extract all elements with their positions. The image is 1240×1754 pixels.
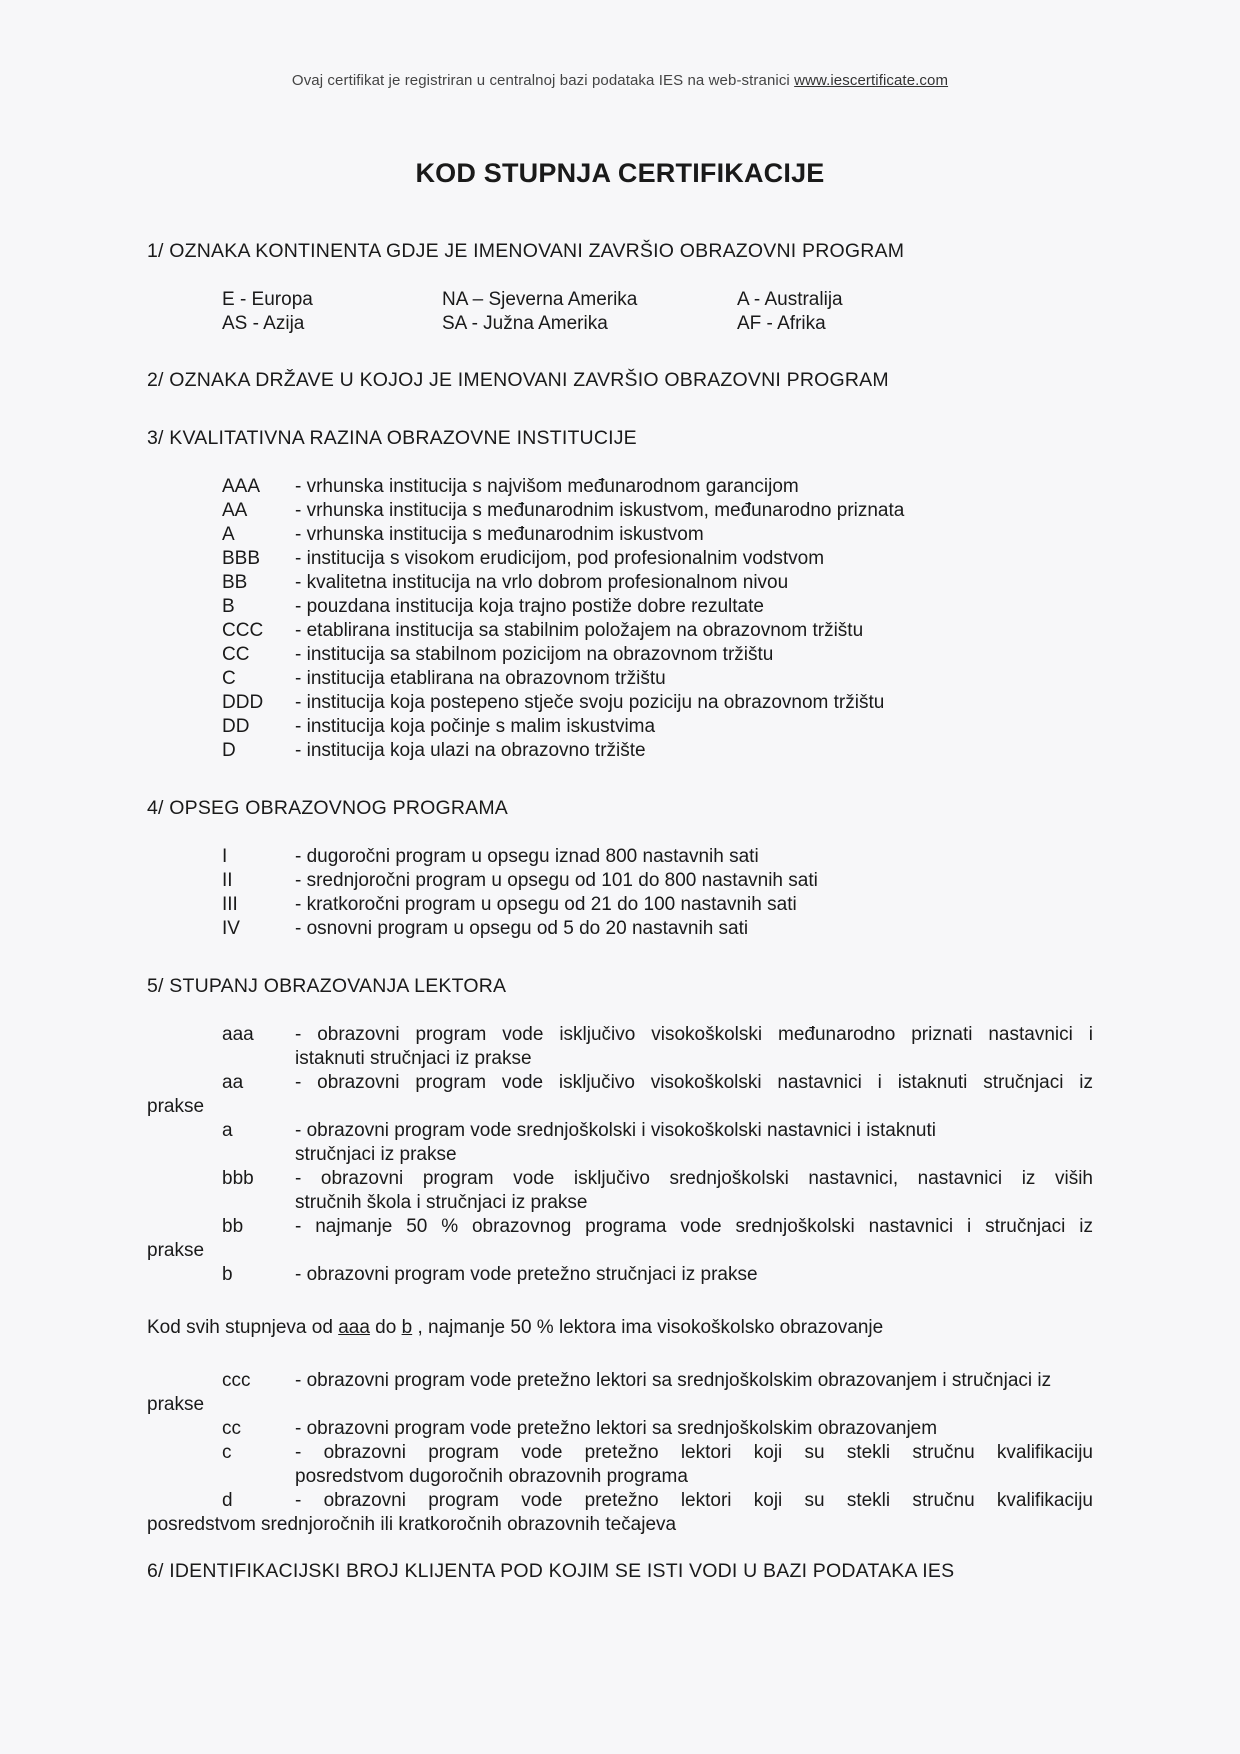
lector-code-bb: bb: [222, 1216, 244, 1237]
lector-code-bbb: bbb: [222, 1168, 254, 1189]
level-code: D: [222, 740, 236, 761]
lector-note: [147, 1316, 883, 1340]
lector-desc-aa-line1: - obrazovni program vode isključivo visokoškolski nastavnici i istaknuti stručnjaci iz: [295, 1072, 1093, 1093]
lector-code-aaa: aaa: [222, 1024, 254, 1045]
section-6-heading: 6/ IDENTIFIKACIJSKI BROJ KLIJENTA POD KOJIM SE ISTI VODI U BAZI PODATAKA IES: [147, 1560, 955, 1582]
continent-australia: A - Australija: [737, 289, 843, 310]
scope-code: III: [222, 894, 238, 915]
lector-desc-b: - obrazovni program vode pretežno stručnjaci iz prakse: [295, 1264, 758, 1285]
continent-europe: E - Europa: [222, 289, 313, 310]
lector-desc-d-line1: - obrazovni program vode pretežno lektori koji su stekli stručnu kvalifikaciju: [295, 1490, 1093, 1511]
level-code: BBB: [222, 548, 261, 569]
lector-code-ccc: ccc: [222, 1370, 251, 1391]
level-code: DD: [222, 716, 250, 737]
level-code: C: [222, 668, 236, 689]
level-code: CC: [222, 644, 250, 665]
level-code: B: [222, 596, 235, 617]
level-desc: - etablirana institucija sa stabilnim položajem na obrazovnom tržištu: [295, 620, 864, 641]
note-text-3: , najmanje 50 % lektora ima visokoškolsko obrazovanje: [412, 1317, 884, 1338]
lector-desc-d-line2: posredstvom srednjoročnih ili kratkoročnih obrazovnih tečajeva: [147, 1514, 677, 1535]
level-desc: - institucija koja počinje s malim iskustvima: [295, 716, 656, 737]
lector-code-d: d: [222, 1490, 233, 1511]
lector-desc-bbb-line2: stručnih škola i stručnjaci iz prakse: [295, 1192, 588, 1213]
level-code: DDD: [222, 692, 264, 713]
scope-desc: - osnovni program u opsegu od 5 do 20 nastavnih sati: [295, 918, 749, 939]
level-desc: - vrhunska institucija s najvišom međunarodnom garancijom: [295, 476, 799, 497]
lector-code-cc: cc: [222, 1418, 241, 1439]
level-desc: - institucija s visokom erudicijom, pod profesionalnim vodstvom: [295, 548, 825, 569]
lector-desc-a-line1: - obrazovni program vode srednjoškolski i visokoškolski nastavnici i istaknuti: [295, 1120, 936, 1141]
lector-code-b: b: [222, 1264, 233, 1285]
scope-code: II: [222, 870, 233, 891]
website-link[interactable]: www.iescertificate.com: [794, 72, 949, 89]
note-code-b: b: [401, 1317, 413, 1338]
lector-desc-bb-line2: prakse: [147, 1240, 205, 1261]
lector-desc-c-line1: - obrazovni program vode pretežno lektori koji su stekli stručnu kvalifikaciju: [295, 1442, 1093, 1463]
note-code-aaa: aaa: [338, 1317, 370, 1338]
scope-desc: - dugoročni program u opsegu iznad 800 nastavnih sati: [295, 846, 759, 867]
level-desc: - institucija etablirana na obrazovnom tržištu: [295, 668, 666, 689]
note-text-2: do: [369, 1317, 402, 1338]
lector-code-c: c: [222, 1442, 232, 1463]
scope-code: IV: [222, 918, 240, 939]
section-1-heading: 1/ OZNAKA KONTINENTA GDJE JE IMENOVANI ZAVRŠIO OBRAZOVNI PROGRAM: [147, 240, 905, 262]
lector-desc-aaa-line1: - obrazovni program vode isključivo visokoškolski međunarodno priznati nastavnici i: [295, 1024, 1093, 1045]
lector-desc-bb-line1: - najmanje 50 % obrazovnog programa vode srednjoškolski nastavnici i stručnjaci iz: [295, 1216, 1093, 1237]
lector-code-aa: aa: [222, 1072, 244, 1093]
level-code: CCC: [222, 620, 264, 641]
lector-desc-aaa-line2: istaknuti stručnjaci iz prakse: [295, 1048, 532, 1069]
section-4-heading: 4/ OPSEG OBRAZOVNOG PROGRAMA: [147, 797, 508, 819]
level-code: AAA: [222, 476, 261, 497]
lector-desc-aa-line2: prakse: [147, 1096, 205, 1117]
level-desc: - institucija sa stabilnom pozicijom na obrazovnom tržištu: [295, 644, 774, 665]
lector-desc-c-line2: posredstvom dugoročnih obrazovnih programa: [295, 1466, 688, 1487]
level-code: A: [222, 524, 235, 545]
continent-north-america: NA – Sjeverna Amerika: [442, 289, 638, 310]
scope-desc: - kratkoročni program u opsegu od 21 do 100 nastavnih sati: [295, 894, 797, 915]
registration-note: [0, 72, 1240, 89]
level-desc: - institucija koja ulazi na obrazovno tržište: [295, 740, 646, 761]
lector-desc-ccc-line2: prakse: [147, 1394, 205, 1415]
scope-desc: - srednjoročni program u opsegu od 101 do 800 nastavnih sati: [295, 870, 818, 891]
level-desc: - vrhunska institucija s međunarodnim iskustvom, međunarodno priznata: [295, 500, 905, 521]
scope-code: I: [222, 846, 228, 867]
level-desc: - institucija koja postepeno stječe svoju poziciju na obrazovnom tržištu: [295, 692, 885, 713]
level-desc: - kvalitetna institucija na vrlo dobrom profesionalnom nivou: [295, 572, 789, 593]
page-title: KOD STUPNJA CERTIFIKACIJE: [415, 158, 825, 188]
section-2-heading: 2/ OZNAKA DRŽAVE U KOJOJ JE IMENOVANI ZAVRŠIO OBRAZOVNI PROGRAM: [147, 369, 889, 391]
continent-africa: AF - Afrika: [737, 313, 826, 334]
level-desc: - vrhunska institucija s međunarodnim iskustvom: [295, 524, 704, 545]
lector-code-a: a: [222, 1120, 233, 1141]
level-desc: - pouzdana institucija koja trajno postiže dobre rezultate: [295, 596, 764, 617]
continent-south-america: SA - Južna Amerika: [442, 313, 608, 334]
note-text-1: Kod svih stupnjeva od: [147, 1317, 339, 1338]
continent-asia: AS - Azija: [222, 313, 305, 334]
section-5-heading: 5/ STUPANJ OBRAZOVANJA LEKTORA: [147, 975, 507, 997]
lector-desc-ccc-line1: - obrazovni program vode pretežno lektori sa srednjoškolskim obrazovanjem i stručnjaci iz: [295, 1370, 1052, 1391]
section-3-heading: 3/ KVALITATIVNA RAZINA OBRAZOVNE INSTITUCIJE: [147, 427, 637, 449]
registration-text: Ovaj certifikat je registriran u centralnoj bazi podataka IES na web-stranici: [291, 72, 790, 89]
lector-desc-cc: - obrazovni program vode pretežno lektori sa srednjoškolskim obrazovanjem: [295, 1418, 938, 1439]
level-code: AA: [222, 500, 248, 521]
lector-desc-a-line2: stručnjaci iz prakse: [295, 1144, 457, 1165]
lector-desc-bbb-line1: - obrazovni program vode isključivo srednjoškolski nastavnici, nastavnici iz viših: [295, 1168, 1093, 1189]
level-code: BB: [222, 572, 248, 593]
